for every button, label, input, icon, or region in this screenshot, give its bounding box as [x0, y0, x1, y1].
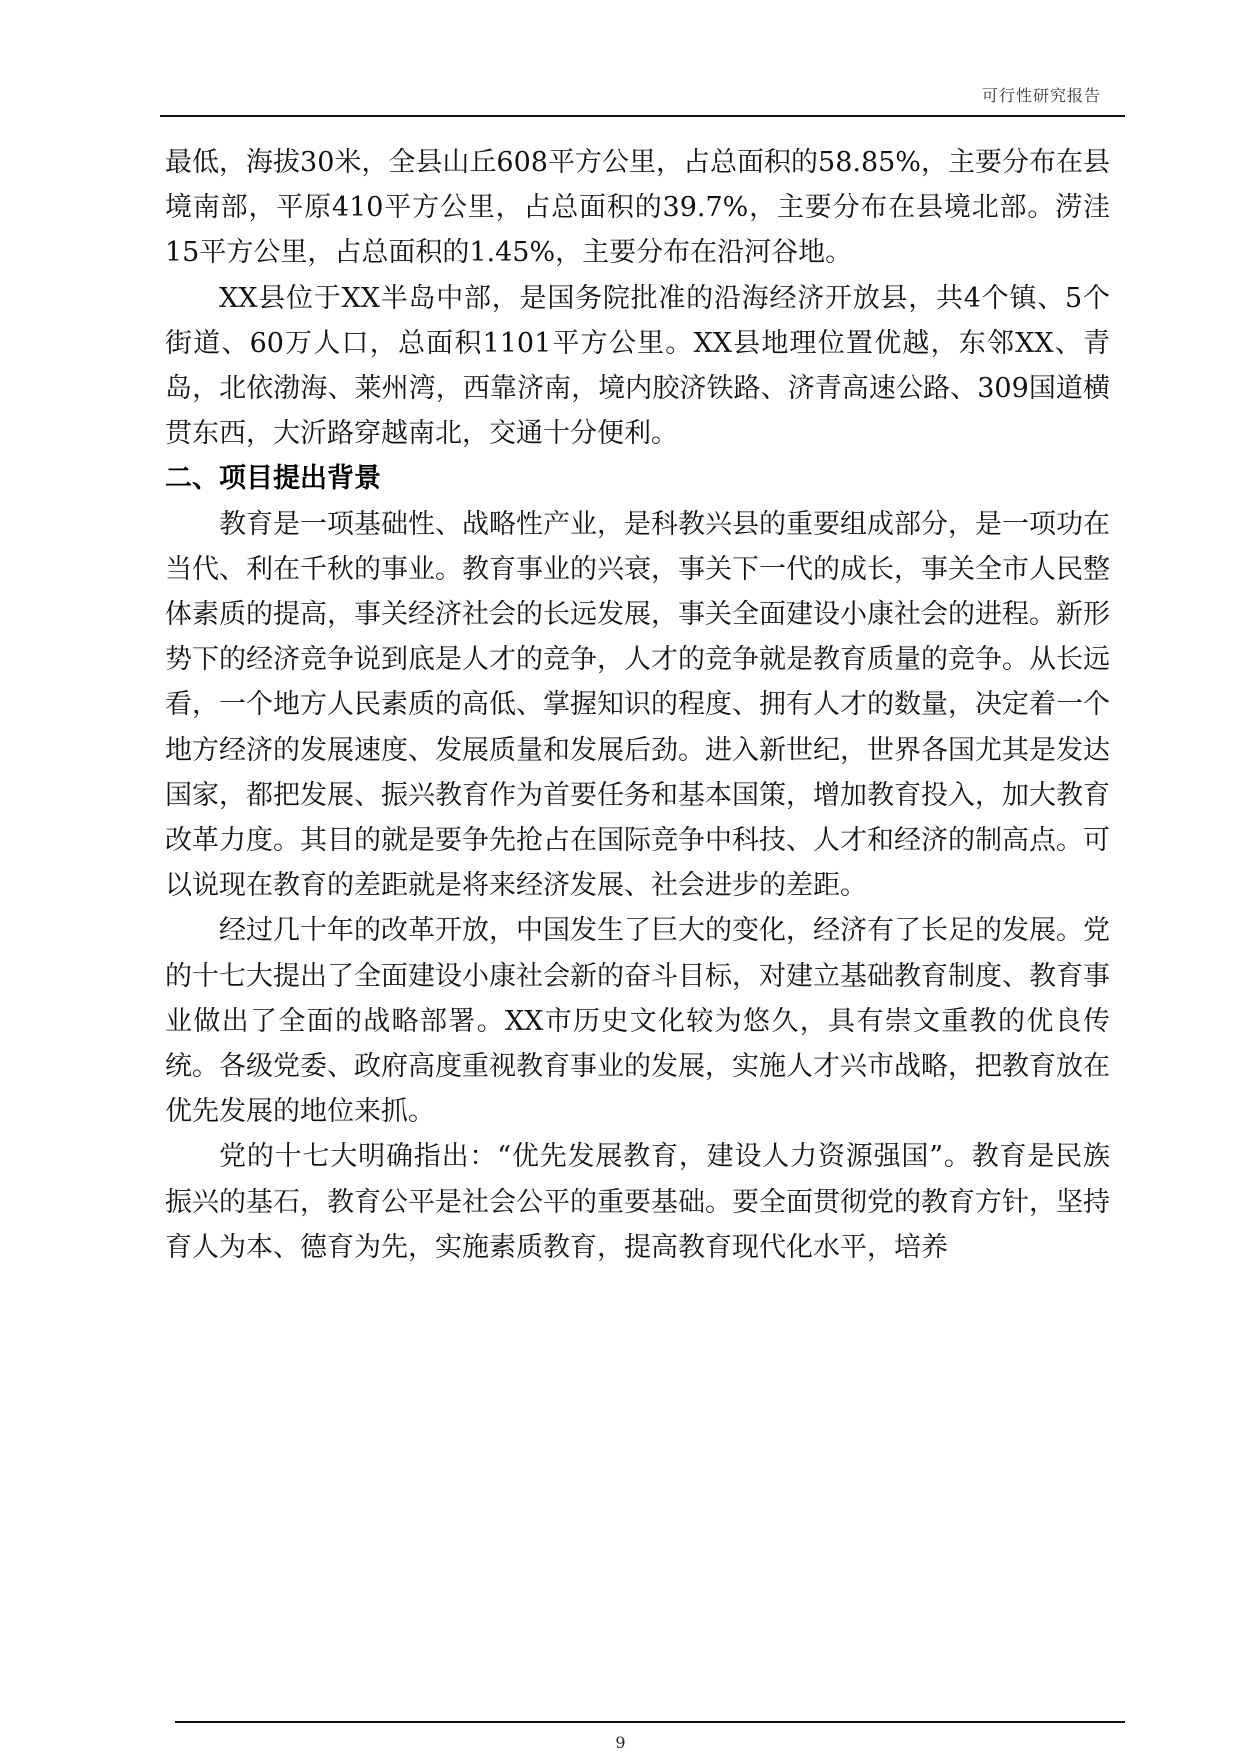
document-body [165, 140, 1110, 1270]
paragraph-reform-opening: 经过几十年的改革开放，中国发生了巨大的变化，经济有了长足的发展。党的十七大提出了全面建设小康社会新的奋斗目标，对建立基础教育制度、教育事业做出了全面的战略部署。XX市历史文化较为悠久，具有崇文重教的优良传统。各级党委、政府高度重视教育事业的发展，实施人才兴市战略，把教育放在优先发展的地位来抓。 [165, 915, 1110, 1128]
paragraph-county-location: XX县位于XX半岛中部，是国务院批准的沿海经济开放县，共4个镇、5个街道、60万人口，总面积1101平方公里。XX县地理位置优越，东邻XX、青岛，北依渤海、莱州湾，西靠济南，境内胶济铁路、济青高速公路、309国道横贯东西，大沂路穿越南北，交通十分便利。 [165, 282, 1110, 450]
running-header: 可行性研究报告 [981, 86, 1101, 105]
paragraph-terrain: 最低，海拔30米，全县山丘608平方公里，占总面积的58.85%，主要分布在县境南部，平原410平方公里，占总面积的39.7%，主要分布在县境北部。涝洼15平方公里，占总面积的1.45%，主要分布在沿河谷地。 [165, 147, 1110, 269]
paragraph-seventeenth-congress: 党的十七大明确指出：“优先发展教育，建设人力资源强国”。教育是民族振兴的基石，教育公平是社会公平的重要基础。要全面贯彻党的教育方针，坚持育人为本、德育为先，实施素质教育，提高教育现代化水平，培养 [165, 1141, 1110, 1263]
section-heading: 二、项目提出背景 [165, 463, 381, 495]
page-number: 9 [615, 1733, 626, 1752]
header-rule [160, 115, 1125, 117]
footer-rule [175, 1721, 1125, 1723]
paragraph-education-importance: 教育是一项基础性、战略性产业，是科教兴县的重要组成部分，是一项功在当代、利在千秋的事业。教育事业的兴衰，事关下一代的成长，事关全市人民整体素质的提高，事关经济社会的长远发展，事关全面建设小康社会的进程。新形势下的经济竞争说到底是人才的竞争，人才的竞争就是教育质量的竞争。从长远看，一个地方人民素质的高低、掌握知识的程度、拥有人才的数量，决定着一个地方经济的发展速度、发展质量和发展后劲。进入新世纪，世界各国尤其是发达国家，都把发展、振兴教育作为首要任务和基本国策，增加教育投入，加大教育改革力度。其目的就是要争先抢占在国际竞争中科技、人才和经济的制高点。可以说现在教育的差距就是将来经济发展、社会进步的差距。 [165, 508, 1110, 902]
